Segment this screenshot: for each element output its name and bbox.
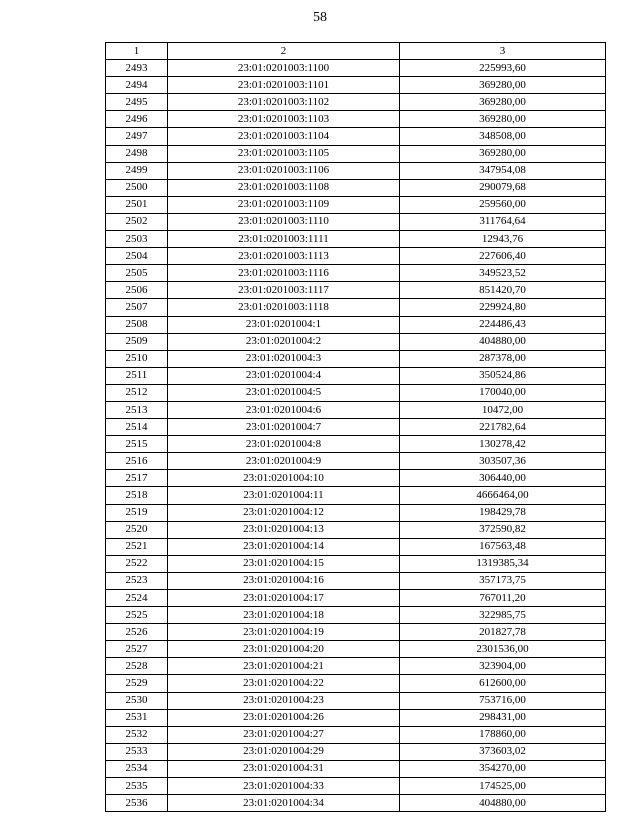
- cadastral-value-cell: 348508,00: [400, 128, 606, 145]
- row-number-cell: 2519: [106, 504, 168, 521]
- cadastral-value-cell: 198429,78: [400, 504, 606, 521]
- cadastral-number-cell: 23:01:0201004:17: [168, 590, 400, 607]
- cadastral-number-cell: 23:01:0201003:1106: [168, 162, 400, 179]
- row-number-cell: 2506: [106, 282, 168, 299]
- cadastral-value-cell: 306440,00: [400, 470, 606, 487]
- table-row: [106, 641, 606, 658]
- table-row: [106, 145, 606, 162]
- table-row: [106, 709, 606, 726]
- column-header-2: 2: [168, 43, 400, 60]
- cadastral-value-cell: 227606,40: [400, 248, 606, 265]
- cadastral-value-cell: 225993,60: [400, 60, 606, 77]
- cadastral-value-cell: 322985,75: [400, 607, 606, 624]
- row-number-cell: 2512: [106, 384, 168, 401]
- table-body: [106, 60, 606, 812]
- row-number-cell: 2536: [106, 795, 168, 812]
- table-row: [106, 111, 606, 128]
- row-number-cell: 2529: [106, 675, 168, 692]
- cadastral-number-cell: 23:01:0201003:1101: [168, 77, 400, 94]
- table-row: [106, 572, 606, 589]
- table-row: [106, 624, 606, 641]
- table-row: [106, 795, 606, 812]
- cadastral-number-cell: 23:01:0201004:33: [168, 778, 400, 795]
- cadastral-value-cell: 369280,00: [400, 145, 606, 162]
- table-row: [106, 282, 606, 299]
- table-row: [106, 743, 606, 760]
- cadastral-value-cell: 221782,64: [400, 419, 606, 436]
- cadastral-value-cell: 1319385,34: [400, 555, 606, 572]
- cadastral-number-cell: 23:01:0201003:1118: [168, 299, 400, 316]
- row-number-cell: 2526: [106, 624, 168, 641]
- cadastral-value-cell: 170040,00: [400, 384, 606, 401]
- cadastral-value-cell: 404880,00: [400, 795, 606, 812]
- table-row: [106, 213, 606, 230]
- table-row: [106, 60, 606, 77]
- row-number-cell: 2522: [106, 555, 168, 572]
- cadastral-number-cell: 23:01:0201004:18: [168, 607, 400, 624]
- table-row: [106, 487, 606, 504]
- cadastral-value-cell: 2301536,00: [400, 641, 606, 658]
- cadastral-value-cell: 373603,02: [400, 743, 606, 760]
- row-number-cell: 2533: [106, 743, 168, 760]
- row-number-cell: 2499: [106, 162, 168, 179]
- cadastral-number-cell: 23:01:0201003:1113: [168, 248, 400, 265]
- table-row: [106, 453, 606, 470]
- table-row: [106, 538, 606, 555]
- cadastral-value-cell: 369280,00: [400, 94, 606, 111]
- row-number-cell: 2517: [106, 470, 168, 487]
- column-header-1: 1: [106, 43, 168, 60]
- row-number-cell: 2507: [106, 299, 168, 316]
- cadastral-number-cell: 23:01:0201004:15: [168, 555, 400, 572]
- row-number-cell: 2524: [106, 590, 168, 607]
- row-number-cell: 2505: [106, 265, 168, 282]
- cadastral-number-cell: 23:01:0201004:16: [168, 572, 400, 589]
- row-number-cell: 2511: [106, 367, 168, 384]
- cadastral-value-cell: 4666464,00: [400, 487, 606, 504]
- table-row: [106, 436, 606, 453]
- cadastral-value-cell: 311764,64: [400, 213, 606, 230]
- cadastral-value-cell: 201827,78: [400, 624, 606, 641]
- row-number-cell: 2498: [106, 145, 168, 162]
- cadastral-value-cell: 229924,80: [400, 299, 606, 316]
- table-row: [106, 179, 606, 196]
- row-number-cell: 2496: [106, 111, 168, 128]
- cadastral-value-cell: 303507,36: [400, 453, 606, 470]
- row-number-cell: 2497: [106, 128, 168, 145]
- table-row: [106, 555, 606, 572]
- cadastral-value-cell: 323904,00: [400, 658, 606, 675]
- cadastral-number-cell: 23:01:0201003:1117: [168, 282, 400, 299]
- table-row: [106, 675, 606, 692]
- table-row: [106, 760, 606, 777]
- row-number-cell: 2502: [106, 213, 168, 230]
- table-row: [106, 128, 606, 145]
- row-number-cell: 2528: [106, 658, 168, 675]
- row-number-cell: 2518: [106, 487, 168, 504]
- row-number-cell: 2530: [106, 692, 168, 709]
- cadastral-number-cell: 23:01:0201004:19: [168, 624, 400, 641]
- table-row: [106, 692, 606, 709]
- cadastral-number-cell: 23:01:0201004:6: [168, 401, 400, 418]
- cadastral-number-cell: 23:01:0201004:21: [168, 658, 400, 675]
- table-row: [106, 94, 606, 111]
- cadastral-value-cell: 372590,82: [400, 521, 606, 538]
- table-row: [106, 521, 606, 538]
- cadastral-number-cell: 23:01:0201004:13: [168, 521, 400, 538]
- cadastral-number-cell: 23:01:0201004:7: [168, 419, 400, 436]
- table-row: [106, 350, 606, 367]
- cadastral-number-cell: 23:01:0201004:8: [168, 436, 400, 453]
- table-row: [106, 231, 606, 248]
- cadastral-value-cell: 357173,75: [400, 572, 606, 589]
- cadastral-value-cell: 174525,00: [400, 778, 606, 795]
- table-row: [106, 77, 606, 94]
- cadastral-value-cell: 354270,00: [400, 760, 606, 777]
- row-number-cell: 2514: [106, 419, 168, 436]
- column-header-3: 3: [400, 43, 606, 60]
- cadastral-number-cell: 23:01:0201004:22: [168, 675, 400, 692]
- cadastral-value-cell: 369280,00: [400, 111, 606, 128]
- cadastral-value-cell: 167563,48: [400, 538, 606, 555]
- cadastral-number-cell: 23:01:0201004:31: [168, 760, 400, 777]
- cadastral-value-cell: 349523,52: [400, 265, 606, 282]
- row-number-cell: 2495: [106, 94, 168, 111]
- row-number-cell: 2504: [106, 248, 168, 265]
- table-row: [106, 419, 606, 436]
- cadastral-value-cell: 767011,20: [400, 590, 606, 607]
- cadastral-number-cell: 23:01:0201004:4: [168, 367, 400, 384]
- row-number-cell: 2493: [106, 60, 168, 77]
- cadastral-number-cell: 23:01:0201004:10: [168, 470, 400, 487]
- table-row: [106, 162, 606, 179]
- row-number-cell: 2503: [106, 231, 168, 248]
- row-number-cell: 2525: [106, 607, 168, 624]
- cadastral-number-cell: 23:01:0201004:14: [168, 538, 400, 555]
- table-row: [106, 470, 606, 487]
- cadastral-number-cell: 23:01:0201003:1104: [168, 128, 400, 145]
- row-number-cell: 2534: [106, 760, 168, 777]
- cadastral-number-cell: 23:01:0201004:5: [168, 384, 400, 401]
- cadastral-number-cell: 23:01:0201004:23: [168, 692, 400, 709]
- cadastral-value-cell: 369280,00: [400, 77, 606, 94]
- table-row: [106, 401, 606, 418]
- cadastral-value-cell: 347954,08: [400, 162, 606, 179]
- cadastral-number-cell: 23:01:0201004:2: [168, 333, 400, 350]
- cadastral-number-cell: 23:01:0201004:9: [168, 453, 400, 470]
- cadastral-number-cell: 23:01:0201003:1103: [168, 111, 400, 128]
- cadastral-value-cell: 259560,00: [400, 196, 606, 213]
- cadastral-value-table: [105, 42, 606, 812]
- row-number-cell: 2516: [106, 453, 168, 470]
- row-number-cell: 2494: [106, 77, 168, 94]
- cadastral-number-cell: 23:01:0201003:1109: [168, 196, 400, 213]
- row-number-cell: 2535: [106, 778, 168, 795]
- table-header-row: [106, 43, 606, 60]
- table-row: [106, 265, 606, 282]
- table-row: [106, 299, 606, 316]
- cadastral-number-cell: 23:01:0201004:26: [168, 709, 400, 726]
- cadastral-number-cell: 23:01:0201003:1100: [168, 60, 400, 77]
- table-row: [106, 726, 606, 743]
- cadastral-value-cell: 404880,00: [400, 333, 606, 350]
- row-number-cell: 2520: [106, 521, 168, 538]
- cadastral-number-cell: 23:01:0201004:11: [168, 487, 400, 504]
- cadastral-number-cell: 23:01:0201003:1110: [168, 213, 400, 230]
- table-row: [106, 248, 606, 265]
- cadastral-value-cell: 350524,86: [400, 367, 606, 384]
- cadastral-number-cell: 23:01:0201003:1116: [168, 265, 400, 282]
- row-number-cell: 2527: [106, 641, 168, 658]
- cadastral-value-cell: 130278,42: [400, 436, 606, 453]
- cadastral-value-cell: 287378,00: [400, 350, 606, 367]
- cadastral-value-cell: 851420,70: [400, 282, 606, 299]
- cadastral-number-cell: 23:01:0201003:1111: [168, 231, 400, 248]
- table-row: [106, 316, 606, 333]
- row-number-cell: 2521: [106, 538, 168, 555]
- table-row: [106, 590, 606, 607]
- table-row: [106, 607, 606, 624]
- row-number-cell: 2532: [106, 726, 168, 743]
- cadastral-value-cell: 753716,00: [400, 692, 606, 709]
- row-number-cell: 2531: [106, 709, 168, 726]
- cadastral-number-cell: 23:01:0201003:1102: [168, 94, 400, 111]
- row-number-cell: 2515: [106, 436, 168, 453]
- table-row: [106, 778, 606, 795]
- row-number-cell: 2523: [106, 572, 168, 589]
- cadastral-number-cell: 23:01:0201004:3: [168, 350, 400, 367]
- row-number-cell: 2510: [106, 350, 168, 367]
- table-row: [106, 504, 606, 521]
- table-row: [106, 658, 606, 675]
- row-number-cell: 2501: [106, 196, 168, 213]
- cadastral-number-cell: 23:01:0201004:12: [168, 504, 400, 521]
- cadastral-number-cell: 23:01:0201004:34: [168, 795, 400, 812]
- table-row: [106, 384, 606, 401]
- table-row: [106, 196, 606, 213]
- row-number-cell: 2513: [106, 401, 168, 418]
- cadastral-value-cell: 612600,00: [400, 675, 606, 692]
- cadastral-value-cell: 224486,43: [400, 316, 606, 333]
- cadastral-number-cell: 23:01:0201004:29: [168, 743, 400, 760]
- cadastral-number-cell: 23:01:0201004:20: [168, 641, 400, 658]
- table-row: [106, 333, 606, 350]
- row-number-cell: 2500: [106, 179, 168, 196]
- cadastral-value-cell: 290079,68: [400, 179, 606, 196]
- cadastral-value-cell: 178860,00: [400, 726, 606, 743]
- cadastral-number-cell: 23:01:0201003:1105: [168, 145, 400, 162]
- cadastral-number-cell: 23:01:0201004:1: [168, 316, 400, 333]
- cadastral-number-cell: 23:01:0201004:27: [168, 726, 400, 743]
- cadastral-value-cell: 298431,00: [400, 709, 606, 726]
- cadastral-number-cell: 23:01:0201003:1108: [168, 179, 400, 196]
- cadastral-value-cell: 12943,76: [400, 231, 606, 248]
- row-number-cell: 2509: [106, 333, 168, 350]
- cadastral-value-cell: 10472,00: [400, 401, 606, 418]
- page-number: 58: [313, 10, 327, 25]
- table-row: [106, 367, 606, 384]
- row-number-cell: 2508: [106, 316, 168, 333]
